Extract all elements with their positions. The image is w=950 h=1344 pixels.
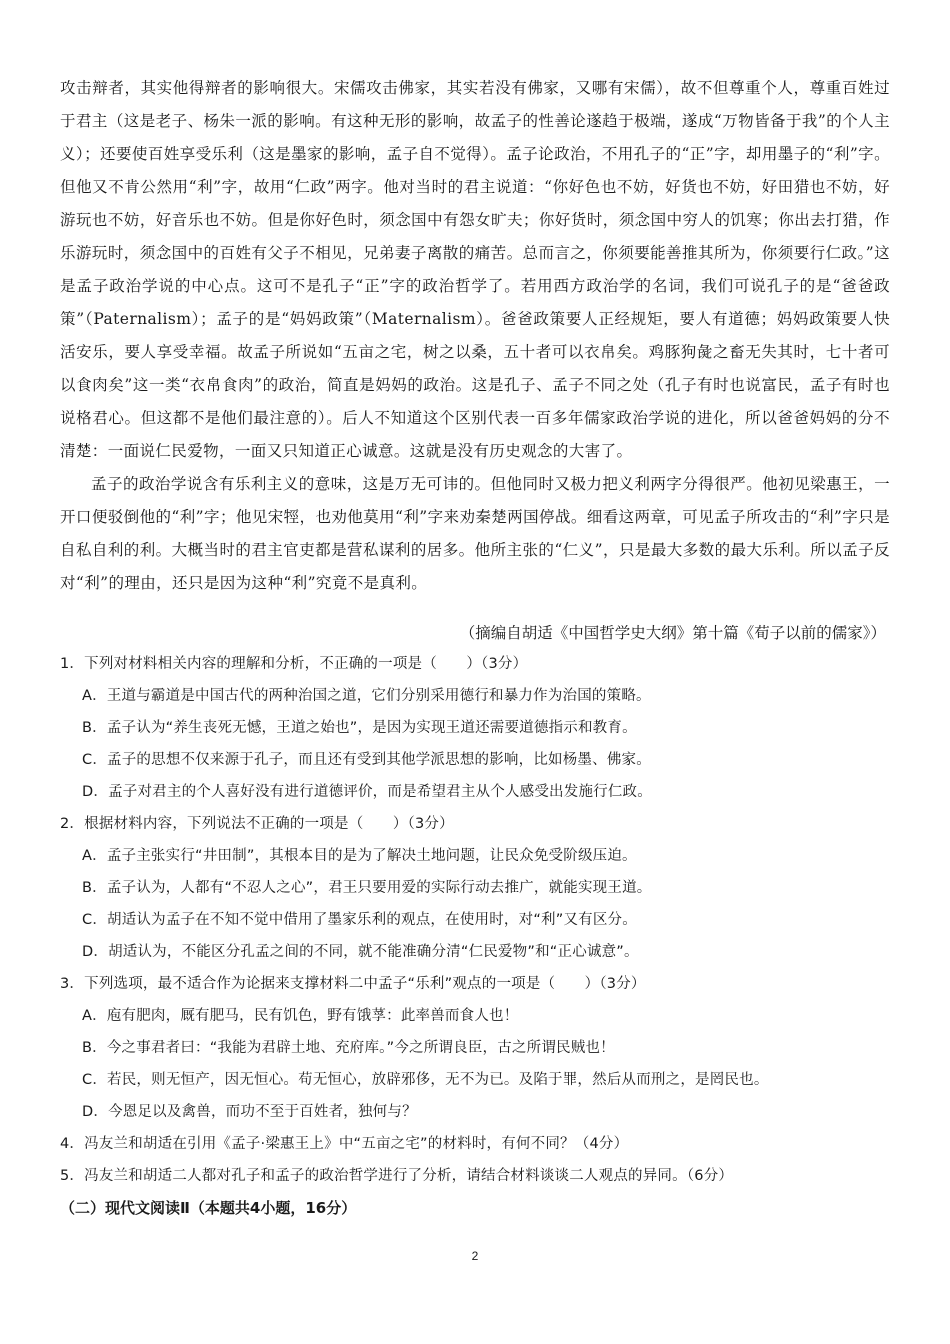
question-option-d: D．胡适认为，不能区分孔孟之间的不同，就不能准确分清“仁民爱物”和“正心诚意”。 bbox=[82, 944, 639, 960]
question-option-c: C．孟子的思想不仅来源于孔子，而且还有受到其他学派思想的影响，比如杨墨、佛家。 bbox=[82, 752, 651, 768]
section-heading: （二）现代文阅读Ⅱ（本题共4小题，16分） bbox=[60, 1199, 357, 1217]
question-1 bbox=[60, 648, 890, 808]
question-stem: 4．冯友兰和胡适在引用《孟子·梁惠王上》中“五亩之宅”的材料时，有何不同？（4分） bbox=[60, 1136, 629, 1152]
question-4 bbox=[60, 1128, 890, 1160]
question-option-b: B．今之事君者曰：“我能为君辟土地、充府库。”今之所谓良臣，古之所谓民贼也！ bbox=[82, 1040, 615, 1056]
question-option-a: A．孟子主张实行“井田制”，其根本目的是为了解决土地问题，让民众免受阶级压迫。 bbox=[82, 848, 637, 864]
question-option-d: D．孟子对君主的个人喜好没有进行道德评价，而是希望君主从个人感受出发施行仁政。 bbox=[82, 784, 652, 800]
question-option-c: C．若民，则无恒产，因无恒心。苟无恒心，放辟邪侈，无不为已。及陷于罪，然后从而刑之，是罔民也。 bbox=[82, 1072, 769, 1088]
question-stem: 3．下列选项，最不适合作为论据来支撑材料二中孟子“乐利”观点的一项是（ ）（3分） bbox=[60, 976, 646, 992]
question-option-d: D．今恩足以及禽兽，而功不至于百姓者，独何与？ bbox=[82, 1104, 417, 1120]
question-5 bbox=[60, 1160, 890, 1192]
question-option-c: C．胡适认为孟子在不知不觉中借用了墨家乐利的观点，在使用时，对“利”又有区分。 bbox=[82, 912, 637, 928]
question-3 bbox=[60, 968, 890, 1128]
passage-source: （摘编自胡适《中国哲学史大纲》第十篇《荀子以前的儒家》） bbox=[459, 624, 886, 642]
page-number: 2 bbox=[471, 1249, 479, 1263]
question-option-b: B．孟子认为，人都有“不忍人之心”，君王只要用爱的实际行动去推广，就能实现王道。 bbox=[82, 880, 652, 896]
question-2 bbox=[60, 808, 890, 968]
question-stem: 2．根据材料内容，下列说法不正确的一项是（ ）（3分） bbox=[60, 816, 454, 832]
question-list bbox=[60, 648, 890, 1192]
question-stem: 5．冯友兰和胡适二人都对孔子和孟子的政治哲学进行了分析，请结合材料谈谈二人观点的异同。（6分） bbox=[60, 1168, 734, 1184]
passage-paragraph-1: 攻击辩者，其实他得辩者的影响很大。宋儒攻击佛家，其实若没有佛家，又哪有宋儒），故不但尊重个人，尊重百姓过于君主（这是老子、杨朱一派的影响。有这种无形的影响，故孟子的性善论遂趋于极端，遂成“万物皆备于我”的个人主义）；还要使百姓享受乐利（这是墨家的影响，孟子自不觉得）。孟子论政治，不用孔子的“正”字，却用墨子的“利”字。但他又不肯公然用“利”字，故用“仁政”两字。他对当时的君主说道：“你好色也不妨，好货也不妨，好田猎也不妨，好游玩也不妨，好音乐也不妨。但是你好色时，须念国中有怨女旷夫；你好货时，须念国中穷人的饥寒；你出去打猎，作乐游玩时，须念国中的百姓有父子不相见，兄弟妻子离散的痛苦。总而言之，你须要能善推其所为，你须要行仁政。”这是孟子政治学说的中心点。这可不是孔子“正”字的政治哲学了。若用西方政治学的名词，我们可说孔子的是“爸爸政策”（Paternalism）；孟子的是“妈妈政策”（Maternalism）。爸爸政策要人正经规矩，要人有道德；妈妈政策要人快活安乐，要人享受幸福。故孟子所说如“五亩之宅，树之以桑，五十者可以衣帛矣。鸡豚狗彘之畜无失其时，七十者可以食肉矣”这一类“衣帛食肉”的政治，简直是妈妈的政治。这是孔子、孟子不同之处（孔子有时也说富民，孟子有时也说格君心。但这都不是他们最注意的）。后人不知道这个区别代表一百多年儒家政治学说的进化，所以爸爸妈妈的分不清楚：一面说仁民爱物，一面又只知道正心诚意。这就是没有历史观念的大害了。 bbox=[60, 79, 890, 460]
reading-passage bbox=[60, 72, 890, 600]
passage-paragraph-2: 孟子的政治学说含有乐利主义的意味，这是万无可讳的。但他同时又极力把义利两字分得很严。他初见梁惠王，一开口便驳倒他的“利”字；他见宋牼，也劝他莫用“利”字来劝秦楚两国停战。细看这两章，可见孟子所攻击的“利”字只是自私自利的利。大概当时的君主官吏都是营私谋利的居多。他所主张的“仁义”，只是最大多数的最大乐利。所以孟子反对“利”的理由，还只是因为这种“利”究竟不是真利。 bbox=[60, 475, 890, 592]
question-stem: 1．下列对材料相关内容的理解和分析，不正确的一项是（ ）（3分） bbox=[60, 656, 528, 672]
question-option-a: A．王道与霸道是中国古代的两种治国之道，它们分别采用德行和暴力作为治国的策略。 bbox=[82, 688, 651, 704]
question-option-a: A．庖有肥肉，厩有肥马，民有饥色，野有饿莩：此率兽而食人也！ bbox=[82, 1008, 519, 1024]
question-option-b: B．孟子认为“养生丧死无憾，王道之始也”，是因为实现王道还需要道德指示和教育。 bbox=[82, 720, 637, 736]
